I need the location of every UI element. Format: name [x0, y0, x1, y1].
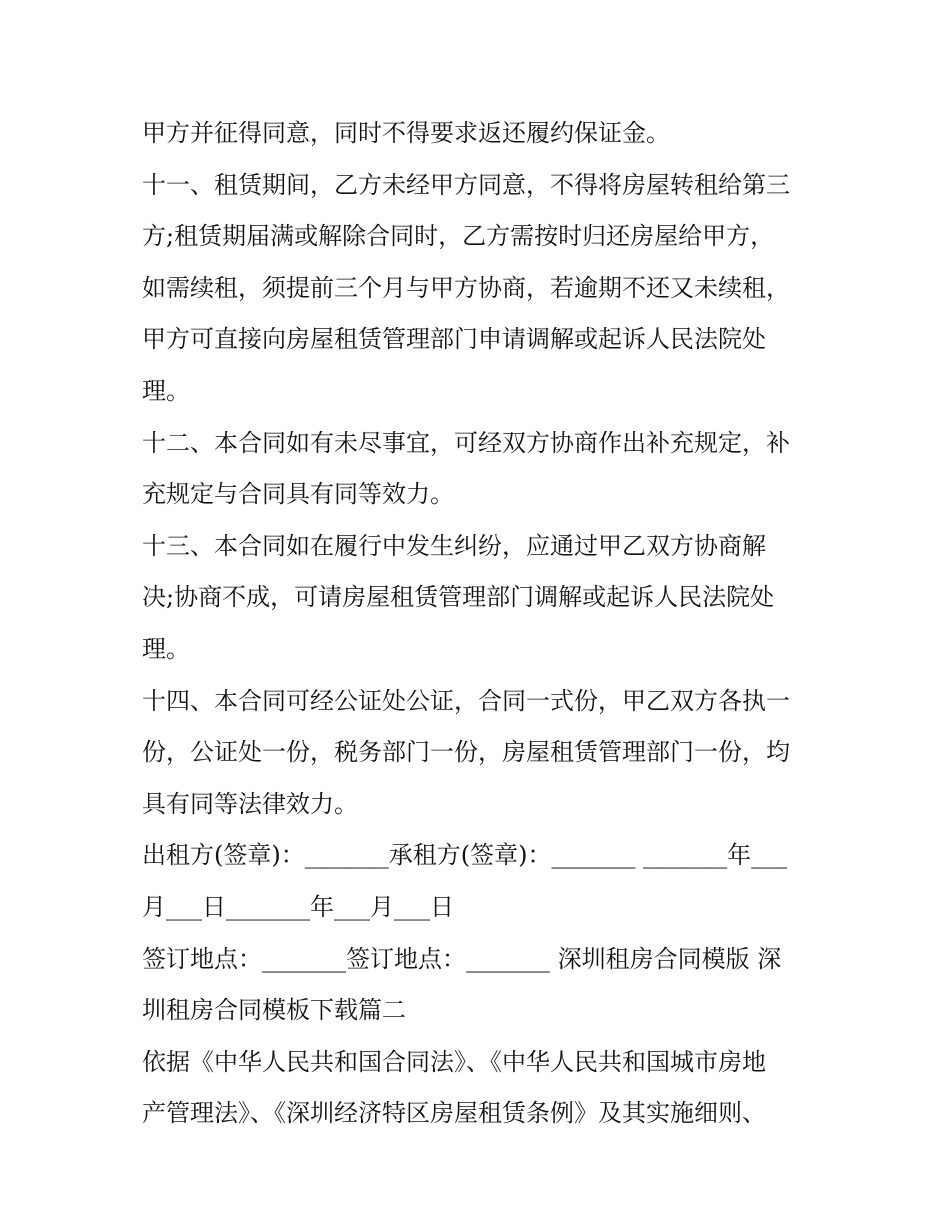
- text-line: 份，公证处一份，税务部门一份，房屋租赁管理部门一份，均: [142, 738, 790, 767]
- text-line: 十一、租赁期间，乙方未经甲方同意，不得将房屋转租给第三: [142, 170, 790, 199]
- text-line: 方;租赁期届满或解除合同时，乙方需按时归还房屋给甲方，: [142, 222, 775, 251]
- signing-location-line: 签订地点：_______签订地点：_______ 深圳租房合同模版 深: [142, 944, 782, 973]
- text-line: 产管理法》、《深圳经济特区房屋租赁条例》及其实施细则、: [142, 1099, 766, 1128]
- text-line: 如需续租，须提前三个月与甲方协商，若逾期不还又未续租，: [142, 273, 790, 302]
- text-line: 甲方并征得同意，同时不得要求返还履约保证金。: [142, 119, 670, 147]
- text-line: 决;协商不成，可请房屋租赁管理部门调解或起诉人民法院处: [142, 583, 775, 612]
- date-line: 月___日_______年___月___日: [142, 892, 454, 921]
- section-title-line: 圳租房合同模板下载篇二: [142, 996, 406, 1025]
- signature-line: 出租方(签章)：_______承租方(签章)：_______ _______年___: [142, 841, 788, 870]
- text-line: 十四、本合同可经公证处公证，合同一式份，甲乙双方各执一: [142, 686, 790, 715]
- contract-text: [142, 108, 822, 1140]
- text-line: 依据《中华人民共和国合同法》、《中华人民共和国城市房地: [142, 1047, 766, 1076]
- text-line: 甲方可直接向房屋租赁管理部门申请调解或起诉人民法院处: [142, 325, 766, 354]
- text-line: 十三、本合同如在履行中发生纠纷，应通过甲乙双方协商解: [142, 531, 766, 560]
- text-line: 具有同等法律效力。: [142, 789, 358, 818]
- text-line: 理。: [142, 634, 190, 663]
- text-line: 十二、本合同如有未尽事宜，可经双方协商作出补充规定，补: [142, 428, 790, 457]
- text-line: 充规定与合同具有同等效力。: [142, 480, 454, 509]
- text-line: 理。: [142, 376, 190, 405]
